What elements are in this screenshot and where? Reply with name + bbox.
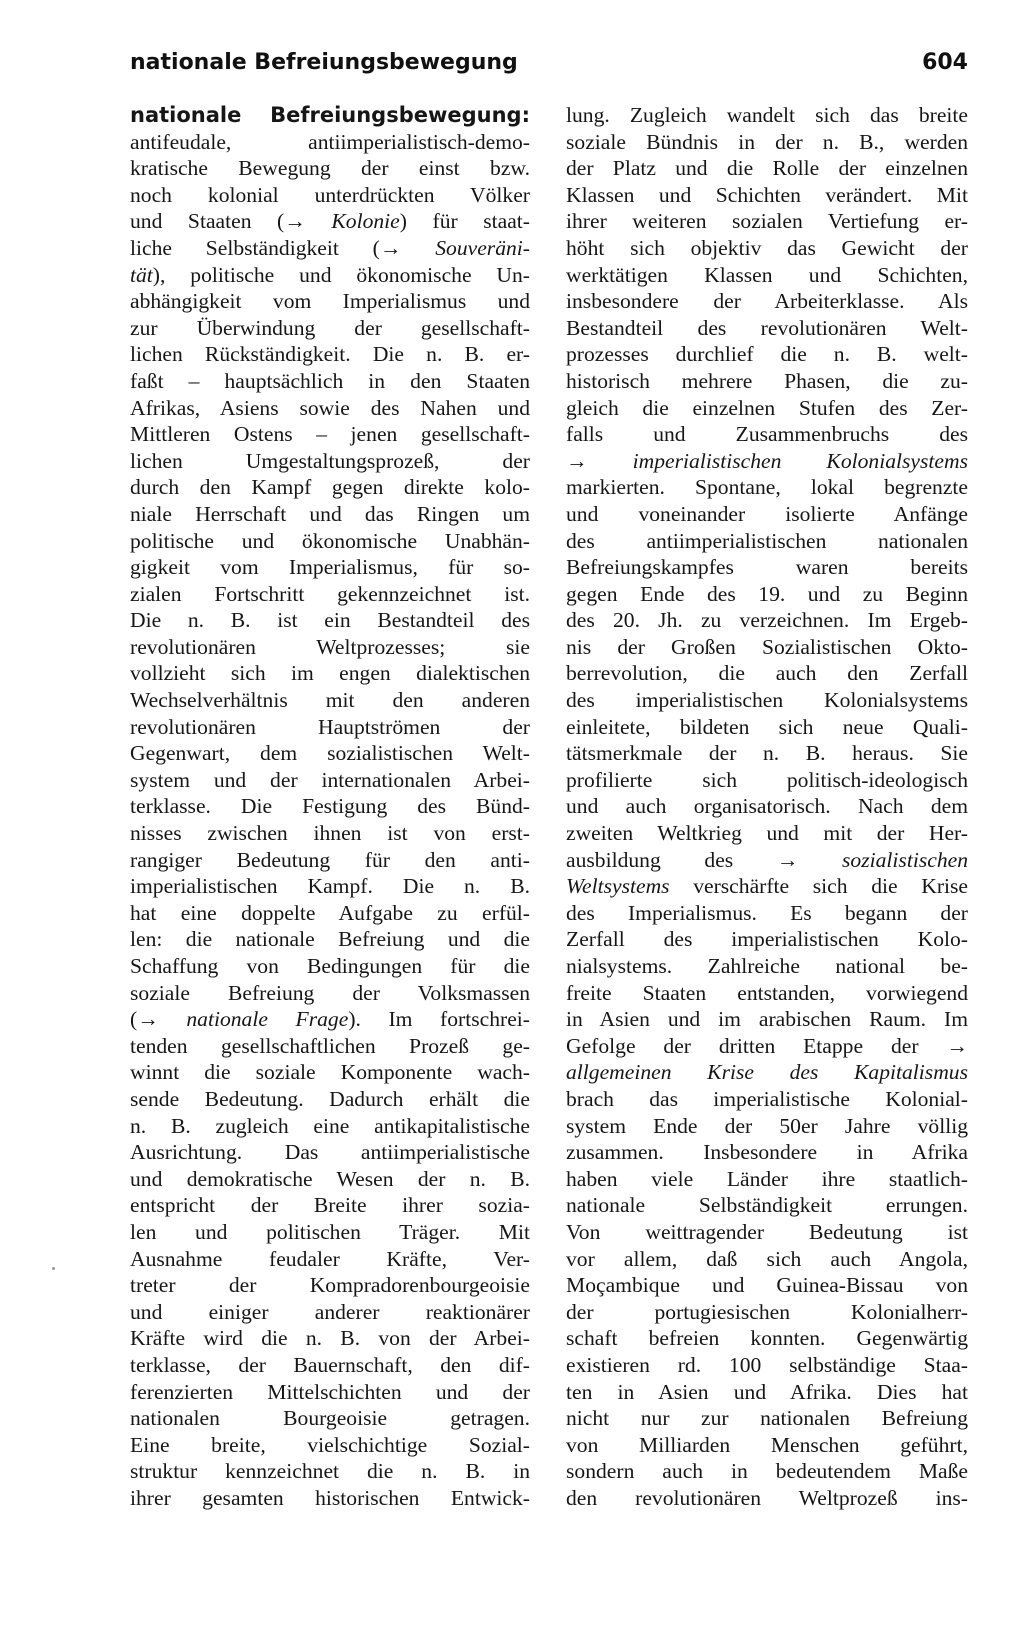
text-line: faßt – hauptsächlich in den Staaten <box>130 368 530 393</box>
text-line: system Ende der 50er Jahre völlig <box>566 1113 968 1138</box>
text-line: vollzieht sich im engen dialektischen <box>130 661 530 686</box>
text-line: ihrer weiteren sozialen Vertiefung er- <box>566 209 968 234</box>
text-line: nationale Selbständigkeit errungen. <box>566 1193 968 1218</box>
text-line: nicht nur zur nationalen Befreiung <box>566 1406 968 1431</box>
text-line: Schaffung von Bedingungen für die <box>130 954 530 978</box>
text-line: durch den Kampf gegen direkte kolo- <box>130 475 530 500</box>
text-line: winnt die soziale Komponente wach- <box>130 1060 530 1085</box>
text-line: haben viele Länder ihre staatlich- <box>566 1166 968 1191</box>
text-line: soziale Befreiung der Volksmassen <box>130 980 530 1005</box>
text-line: Zerfall des imperialistischen Kolo- <box>566 927 968 952</box>
text-line: des imperialistischen Kolonialsystems <box>566 688 968 713</box>
margin-speck <box>52 1267 55 1270</box>
text-line: historisch mehrere Phasen, die zu- <box>566 368 968 393</box>
text-line: sondern auch in bedeutendem Maße <box>566 1459 968 1484</box>
text-line: und einiger anderer reaktionärer <box>130 1299 530 1324</box>
text-line: zur Überwindung der gesellschaft- <box>130 315 530 340</box>
text-line: len und politischen Träger. Mit <box>130 1219 530 1244</box>
text-line: Bestandteil des revolutionären Welt- <box>566 315 968 340</box>
text-line: Von weittragender Bedeutung ist <box>566 1219 968 1244</box>
text-line: des antiimperialistischen nationalen <box>566 528 968 553</box>
text-line: Afrikas, Asiens sowie des Nahen und <box>130 395 530 420</box>
text-line: zusammen. Insbesondere in Afrika <box>566 1140 968 1165</box>
text-line: imperialistischen Kampf. Die n. B. <box>130 874 530 899</box>
text-line: nialsystems. Zahlreiche national be- <box>566 954 968 978</box>
page-number: 604 <box>922 50 968 75</box>
text-line: antifeudale, antiimperialistisch-demo- <box>130 129 530 154</box>
text-line: gegen Ende des 19. und zu Beginn <box>566 581 968 606</box>
text-line: und voneinander isolierte Anfänge <box>566 501 968 526</box>
text-line: Gefolge der dritten Etappe der → <box>566 1033 968 1058</box>
text-line: lichen Rückständigkeit. Die n. B. er- <box>130 342 530 367</box>
text-line: brach das imperialistische Kolonial- <box>566 1086 968 1111</box>
text-line: ten in Asien und Afrika. Dies hat <box>566 1379 968 1404</box>
headword-line <box>130 102 530 129</box>
text-line: (→ nationale Frage). Im fortschrei- <box>130 1007 530 1032</box>
text-line: zweiten Weltkrieg und mit der Her- <box>566 821 968 846</box>
right-column <box>566 102 968 1511</box>
text-line: Ausnahme feudaler Kräfte, Ver- <box>130 1246 530 1271</box>
text-line: gigkeit vom Imperialismus, für so- <box>130 555 530 580</box>
text-line: niale Herrschaft und das Ringen um <box>130 501 530 526</box>
text-line: und demokratische Wesen der n. B. <box>130 1166 530 1191</box>
running-head: nationale Befreiungsbewegung <box>130 50 518 75</box>
text-line: entspricht der Breite ihrer sozia- <box>130 1193 530 1218</box>
text-line: tätsmerkmale der n. B. heraus. Sie <box>566 741 968 766</box>
text-line: der Platz und die Rolle der einzelnen <box>566 156 968 181</box>
text-line: höht sich objektiv das Gewicht der <box>566 235 968 260</box>
text-line: nisses zwischen ihnen ist von erst- <box>130 821 530 846</box>
text-line: vor allem, daß sich auch Angola, <box>566 1246 968 1271</box>
text-line: soziale Bündnis in der n. B., werden <box>566 129 968 154</box>
text-line: noch kolonial unterdrückten Völker <box>130 182 530 207</box>
text-line: Die n. B. ist ein Bestandteil des <box>130 608 530 633</box>
text-line: Gegenwart, dem sozialistischen Welt- <box>130 741 530 766</box>
text-line: berrevolution, die auch den Zerfall <box>566 661 968 686</box>
text-line: in Asien und im arabischen Raum. Im <box>566 1007 968 1032</box>
text-line: des 20. Jh. zu verzeichnen. Im Ergeb- <box>566 608 968 633</box>
text-line: schaft befreien konnten. Gegenwärtig <box>566 1326 968 1351</box>
text-line: tät), politische und ökonomische Un- <box>130 262 530 287</box>
text-line: Ausrichtung. Das antiimperialistische <box>130 1140 530 1165</box>
text-line: ihrer gesamten historischen Entwick- <box>130 1485 530 1510</box>
text-line: tenden gesellschaftlichen Prozeß ge- <box>130 1033 530 1058</box>
text-line: ausbildung des → sozialistischen <box>566 847 968 872</box>
text-line: rangiger Bedeutung für den anti- <box>130 847 530 872</box>
text-line: Kräfte wird die n. B. von der Arbei- <box>130 1326 530 1351</box>
text-line: markierten. Spontane, lokal begrenzte <box>566 475 968 500</box>
text-line: profilierte sich politisch-ideologisch <box>566 767 968 792</box>
text-line: Weltsystems verschärfte sich die Krise <box>566 874 968 899</box>
text-line: Wechselverhältnis mit den anderen <box>130 688 530 713</box>
text-line: Klassen und Schichten verändert. Mit <box>566 182 968 207</box>
text-line: → imperialistischen Kolonialsystems <box>566 448 968 473</box>
text-line: lung. Zugleich wandelt sich das breite <box>566 103 968 127</box>
text-line: nationalen Bourgeoisie getragen. <box>130 1406 530 1431</box>
text-line: system und der internationalen Arbei- <box>130 767 530 792</box>
text-line: abhängigkeit vom Imperialismus und <box>130 289 530 314</box>
text-line: revolutionären Hauptströmen der <box>130 714 530 739</box>
text-line: den revolutionären Weltprozeß ins- <box>566 1485 968 1510</box>
text-line: des Imperialismus. Es begann der <box>566 900 968 925</box>
text-line: liche Selbständigkeit (→ Souveräni- <box>130 235 530 260</box>
text-line: existieren rd. 100 selbständige Staa- <box>566 1352 968 1377</box>
text-line: allgemeinen Krise des Kapitalismus <box>566 1060 968 1085</box>
text-line: prozesses durchlief die n. B. welt- <box>566 342 968 367</box>
left-column <box>130 102 530 1511</box>
text-line: terklasse, der Bauernschaft, den dif- <box>130 1352 530 1377</box>
text-line: treter der Kompradorenbourgeoisie <box>130 1273 530 1298</box>
text-line: werktätigen Klassen und Schichten, <box>566 262 968 287</box>
text-line: Moçambique und Guinea-Bissau von <box>566 1273 968 1298</box>
text-line: falls und Zusammenbruchs des <box>566 422 968 447</box>
text-line: struktur kennzeichnet die n. B. in <box>130 1459 530 1484</box>
text-line: Befreiungskampfes waren bereits <box>566 555 968 580</box>
text-line: hat eine doppelte Aufgabe zu erfül- <box>130 900 530 925</box>
text-line: nis der Großen Sozialistischen Okto- <box>566 634 968 659</box>
text-line: lichen Umgestaltungsprozeß, der <box>130 448 530 473</box>
text-line: Mittleren Ostens – jenen gesellschaft- <box>130 422 530 447</box>
text-line: kratische Bewegung der einst bzw. <box>130 156 530 181</box>
text-line: n. B. zugleich eine antikapitalistische <box>130 1113 530 1138</box>
text-line: len: die nationale Befreiung und die <box>130 927 530 952</box>
text-line: einleitete, bildeten sich neue Quali- <box>566 714 968 739</box>
text-line: insbesondere der Arbeiterklasse. Als <box>566 289 968 314</box>
text-line: zialen Fortschritt gekennzeichnet ist. <box>130 581 530 606</box>
text-line: und Staaten (→ Kolonie) für staat- <box>130 209 530 234</box>
text-line: der portugiesischen Kolonialherr- <box>566 1299 968 1324</box>
text-line: terklasse. Die Festigung des Bünd- <box>130 794 530 819</box>
text-line: politische und ökonomische Unabhän- <box>130 528 530 553</box>
text-line: revolutionären Weltprozesses; sie <box>130 634 530 659</box>
text-line: sende Bedeutung. Dadurch erhält die <box>130 1086 530 1111</box>
text-line: und auch organisatorisch. Nach dem <box>566 794 968 819</box>
text-line: freite Staaten entstanden, vorwiegend <box>566 980 968 1005</box>
text-line: gleich die einzelnen Stufen des Zer- <box>566 395 968 420</box>
text-line: von Milliarden Menschen geführt, <box>566 1432 968 1457</box>
text-line: Eine breite, vielschichtige Sozial- <box>130 1432 530 1457</box>
entry-headword: nationale Befreiungsbewegung: <box>130 103 530 127</box>
text-line: ferenzierten Mittelschichten und der <box>130 1379 530 1404</box>
